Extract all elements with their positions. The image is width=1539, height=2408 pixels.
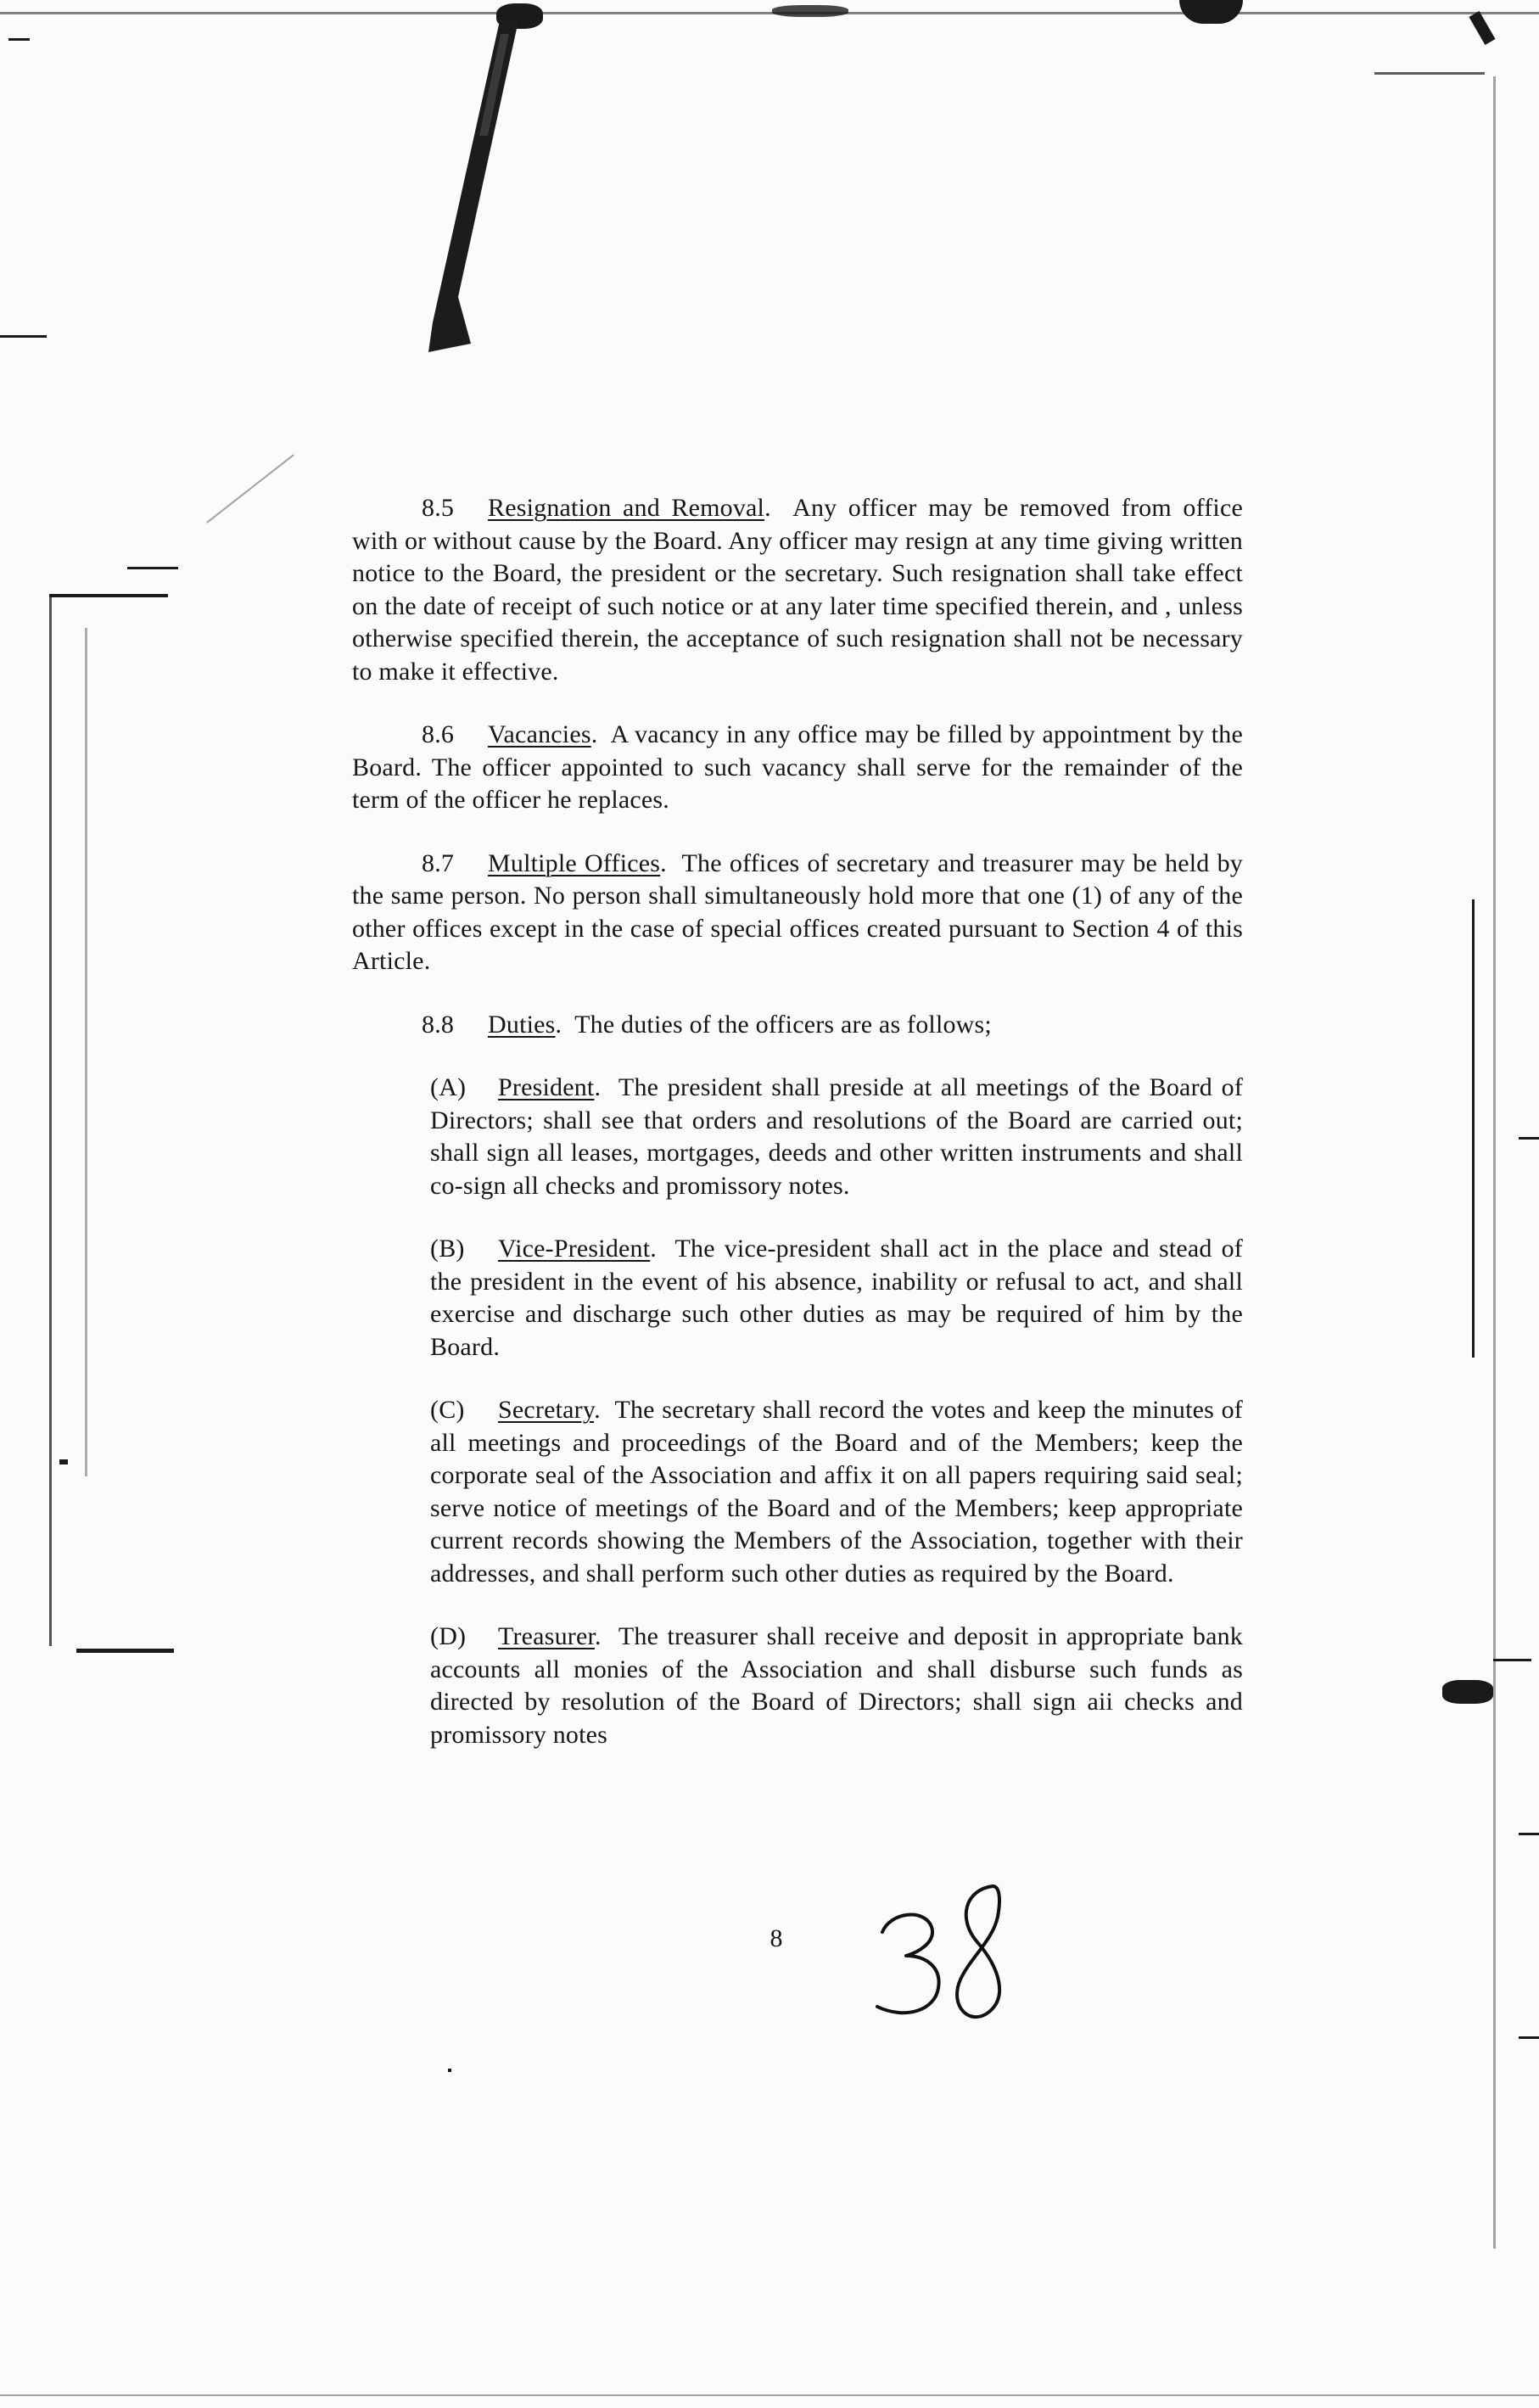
document-body (352, 492, 1243, 1782)
duty-president: (A) President. The president shall preside at all meetings of the Board of Directors; shall see that orders and resolutions of the Board are carried out; shall sign all leases, mortgages, deeds and other written instruments and shall co-sign all checks and promissory notes. (430, 1073, 1244, 1200)
duty-secretary: (C) Secretary. The secretary shall record the votes and keep the minutes of all meetings and proceedings of the Board and of the Members; keep the corporate seal of the Association and affix it on all papers requiring said seal; serve notice of meetings of the Board and of the Members; keep appropriate current records showing the Members of the Association, together with their addresses, and shall perform such other duties as required by the Board. (430, 1396, 1243, 1588)
left-tick-bottom (76, 1649, 174, 1653)
section-8-5: 8.5 Resignation and Removal. Any officer may be removed from office with or without cause by the Board. Any officer may resign at any time giving written notice to the Board, the president or the secretary. Such resignation shall take effect on the date of receipt of such notice or at any later time specified therein, and , unless otherwise specified therein, the acceptance of such resignation shall not be necessary to make it effective. (352, 494, 1243, 686)
page-number: 8 (770, 1924, 783, 1952)
left-short-line (8, 38, 30, 41)
section-heading: Resignation and Removal (488, 494, 765, 522)
left-tick-top (49, 594, 168, 597)
duty-letter: (D) (430, 1622, 467, 1650)
section-body: The duties of the officers are as follows; (574, 1010, 992, 1039)
duty-heading: President (498, 1073, 595, 1101)
section-number: 8.5 (422, 494, 455, 522)
duty-body: The vice-president shall act in the place and stead of the president in the event of his absence, inability or refusal to act, and shall exercise and discharge such other duties as may be required of him by the Board. (430, 1235, 1243, 1361)
duty-vice-president: (B) Vice-President. The vice-president shall act in the place and stead of the president in the event of his absence, inability or refusal to act, and shall exercise and discharge such other duties as may be required of him by the Board. (430, 1235, 1243, 1361)
section-8-8: 8.8 Duties. The duties of the officers are as follows; (422, 1009, 1243, 1042)
duty-letter: (C) (430, 1396, 465, 1424)
duty-letter: (B) (430, 1235, 465, 1263)
top-edge-line (0, 12, 1539, 14)
section-body: A vacancy in any office may be filled by appointment by the Board. The officer appointed to such vacancy shall serve for the remainder of the term of the officer he replaces. (352, 720, 1243, 814)
top-smudge-right (1179, 0, 1243, 24)
left-edge-rule (49, 594, 52, 1646)
section-8-6: 8.6 Vacancies. A vacancy in any office may be filled by appointment by the Board. The officer appointed to such vacancy shall serve for the remainder of the term of the officer he replaces. (352, 720, 1243, 814)
section-heading: Multiple Offices (488, 848, 661, 877)
right-edge-line (1493, 76, 1496, 2248)
bottom-edge-line (0, 2394, 1539, 2396)
left-mid-line (0, 335, 47, 338)
section-number: 8.7 (422, 848, 455, 877)
duty-body: The president shall preside at all meetings of the Board of Directors; shall see that orders and resolutions of the Board are carried out; shall sign all leases, mortgages, deeds and other written instruments and shall co-sign all checks and promissory notes. (430, 1073, 1244, 1200)
left-margin-dots (85, 628, 87, 1476)
section-body: Any officer may be removed from office with or without cause by the Board. Any officer may resign at any time giving written notice to the Board, the president or the secretary. Such resignation shall take effect on the date of receipt of such notice or at any later time specified therein, and , unless otherwise specified therein, the acceptance of such resignation shall not be necessary to make it effective. (352, 494, 1243, 686)
right-blot (1442, 1680, 1493, 1704)
right-tick-1 (1519, 1137, 1539, 1140)
duty-body: The treasurer shall receive and deposit in appropriate bank accounts all monies of the Association and shall disburse such funds as directed by resolution of the Board of Directors; shall sign aii checks and promissory notes (430, 1622, 1243, 1749)
binding-shadow-stroke (407, 17, 534, 356)
bottom-dot (448, 2069, 451, 2072)
duty-heading: Vice-President (498, 1235, 651, 1263)
section-number: 8.6 (422, 720, 455, 748)
right-rule (1472, 899, 1475, 1358)
duty-letter: (A) (430, 1073, 467, 1101)
left-dot (59, 1459, 68, 1464)
section-number: 8.8 (422, 1010, 455, 1039)
left-tick-top-2 (127, 567, 178, 569)
section-8-7: 8.7 Multiple Offices. The offices of secretary and treasurer may be held by the same person. No person shall simultaneously hold more that one (1) of any of the other offices except in the case of special offices created pursuant to Section 4 of this Article. (352, 848, 1244, 975)
handwritten-page-number (865, 1879, 1027, 2032)
section-heading: Vacancies (488, 720, 591, 748)
right-tick-4 (1493, 1659, 1531, 1661)
section-heading: Duties (488, 1010, 556, 1039)
section-body: The offices of secretary and treasurer may be held by the same person. No person shall simultaneously hold more that one (1) of any of the other offices except in the case of special offices created pursuant to Section 4 of this Article. (352, 848, 1244, 975)
right-top-line (1374, 72, 1485, 75)
corner-mark (1469, 11, 1495, 45)
duty-treasurer: (D) Treasurer. The treasurer shall receive and deposit in appropriate bank accounts all monies of the Association and shall disburse such funds as directed by resolution of the Board of Directors; shall sign aii checks and promissory notes (430, 1622, 1243, 1749)
diagonal-fleck (206, 454, 294, 524)
top-smudge-mid (772, 5, 848, 17)
duty-heading: Secretary (498, 1396, 595, 1424)
right-tick-3 (1519, 2036, 1539, 2039)
duty-heading: Treasurer (498, 1622, 596, 1650)
duty-body: The secretary shall record the votes and keep the minutes of all meetings and proceedings of the Board and of the Members; keep the corporate seal of the Association and affix it on all papers requiring said seal; serve notice of meetings of the Board and of the Members; keep appropriate current records showing the Members of the Association, together with their addresses, and shall perform such other duties as required by the Board. (430, 1396, 1243, 1588)
right-tick-2 (1519, 1833, 1539, 1835)
